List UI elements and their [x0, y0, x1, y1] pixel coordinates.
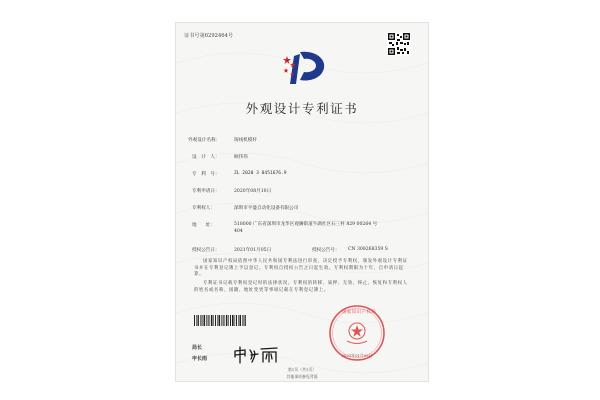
field-value-patentee: 深圳市平盛自动化设备有限公司 [234, 206, 299, 211]
certificate-title: 外观设计专利证书 [245, 101, 359, 116]
field-value-filing-date: 2020年08月10日 [234, 189, 272, 194]
signature-icon [232, 345, 280, 365]
grant-date-label: 授权公告日： [192, 248, 220, 253]
seal-text: 国家知识产权局 [342, 310, 377, 315]
certificate-number: 证书号第6292464号 [184, 33, 234, 39]
field-label-filing-date: 专利申请日： [192, 189, 220, 194]
grant-date-value: 2021年01月05日 [234, 248, 272, 253]
field-label-address: 地 址： [192, 223, 215, 228]
field-value-designer: 顾伟伟 [234, 155, 248, 160]
legal-status-paragraph: 专利证书记载专利权登记时的法律状况。专利权的转移、质押、无效、终止、恢复和专利权人的姓名或名称、国籍、地址变更等事项记载在专利登记簿上。 [194, 281, 408, 293]
director-name: 申长雨 [192, 356, 208, 362]
field-label-design-name: 外观设计名称： [188, 138, 221, 143]
cnipa-logo-icon [280, 48, 330, 86]
director-title: 局长 [192, 345, 203, 351]
field-value-patent-no: ZL 2020 3 0451676.9 [234, 171, 287, 176]
field-value-address: 518000 广东省深圳市龙华区观澜街道牛湖社区石三村 829 00264 号 404 [234, 222, 378, 234]
page-indicator: 第1页（共1页） [287, 367, 317, 372]
grant-number-value: CN 308268359 S [348, 247, 388, 252]
qr-code-icon [387, 32, 411, 56]
field-label-patentee: 专利权人： [192, 206, 215, 211]
seal-date: 2021年01月05日 [341, 353, 373, 358]
field-label-designer: 设 计 人： [192, 155, 220, 160]
field-value-design-name: 铸线机模杆 [234, 138, 257, 143]
grant-paragraph: 国家知识产权局依照中华人民共和国专利法进行审查，决定授予专利权，颁发外观设计专利证书并在专利登记簿上予以登记。专利权自授权公告之日起生效。专利权期限为十年，自申请日起算。 [194, 259, 408, 277]
field-label-patent-no: 专 利 号： [192, 172, 220, 177]
footer-note: 其他事项参见背面 [286, 374, 318, 379]
barcode-icon [194, 315, 246, 326]
certificate-sheet [175, 22, 429, 382]
grant-number-label: 授权公告号： [312, 248, 340, 253]
